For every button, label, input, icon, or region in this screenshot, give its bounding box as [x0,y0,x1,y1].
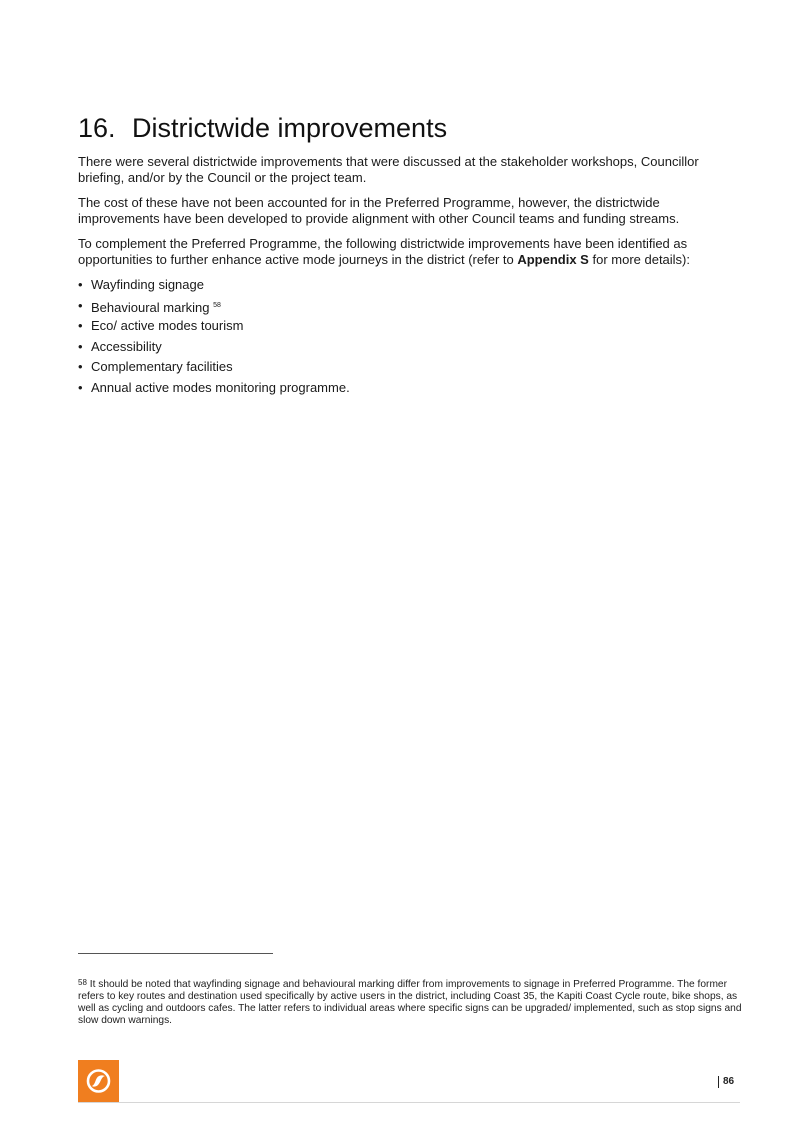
bullet-icon: • [78,359,83,374]
list-item [78,380,738,401]
appendix-reference: Appendix S [517,252,589,267]
footnote [78,977,743,1027]
paragraph-1: There were several districtwide improvements that were discussed at the stakeholder workshops, Councillor briefing, and/or by the Council or the project team. [78,154,699,185]
footer-divider [78,1102,740,1103]
bullet-icon: • [78,338,83,354]
bullet-icon: • [78,297,83,313]
paragraph-2: The cost of these have not been accounted for in the Preferred Programme, however, the districtwide improvements have been developed to provide alignment with other Council teams and funding streams. [78,195,680,226]
page-number: 86 [718,1076,734,1088]
brand-logo-icon [78,1060,119,1102]
footnote-number: 58 [78,978,87,987]
body-text [78,154,738,400]
list-item [78,359,738,380]
bullet-icon: • [78,277,83,292]
list-item-text: Complementary facilities [91,359,233,374]
list-item [78,277,738,298]
list-item-text: Accessibility [91,338,162,354]
bullet-icon: • [78,318,83,333]
paragraph-3 [78,236,738,268]
footnote-reference[interactable]: 58 [213,301,221,309]
paragraph-3-text: To complement the Preferred Programme, the following districtwide improvements have been identified as opportunities to further enhance active mode journeys in the district (refer to [78,236,688,267]
list-item-text: Eco/ active modes tourism [91,318,244,333]
improvements-list [78,277,738,400]
list-item-text: Wayfinding signage [91,277,204,292]
bullet-icon: • [78,379,83,395]
list-item-text: Behavioural marking [91,299,210,315]
section-title: Districtwide improvements [132,113,448,143]
brand-logo-mark [78,1060,119,1102]
footnote-divider [78,953,273,954]
list-item [78,318,738,339]
list-item-text: Annual active modes monitoring programme. [91,379,350,395]
footnote-text: It should be noted that wayfinding signage and behavioural marking differ from improvements to signage in Preferred Programme. The former refers to key routes and destination used specifically by active users in the district, including Coast 35, the Kapiti Coast Cycle route, bike shops, as well as cycling and outdoors cafes. The latter refers to individual areas where specific signs can be upgraded/ implemented, such as stop signs and slow down warnings. [78,979,742,1026]
list-item [78,298,738,319]
paragraph-3-tail: for more details): [588,252,691,267]
list-item [78,339,738,360]
section-number: 16. [78,113,116,143]
section-heading [78,113,447,144]
